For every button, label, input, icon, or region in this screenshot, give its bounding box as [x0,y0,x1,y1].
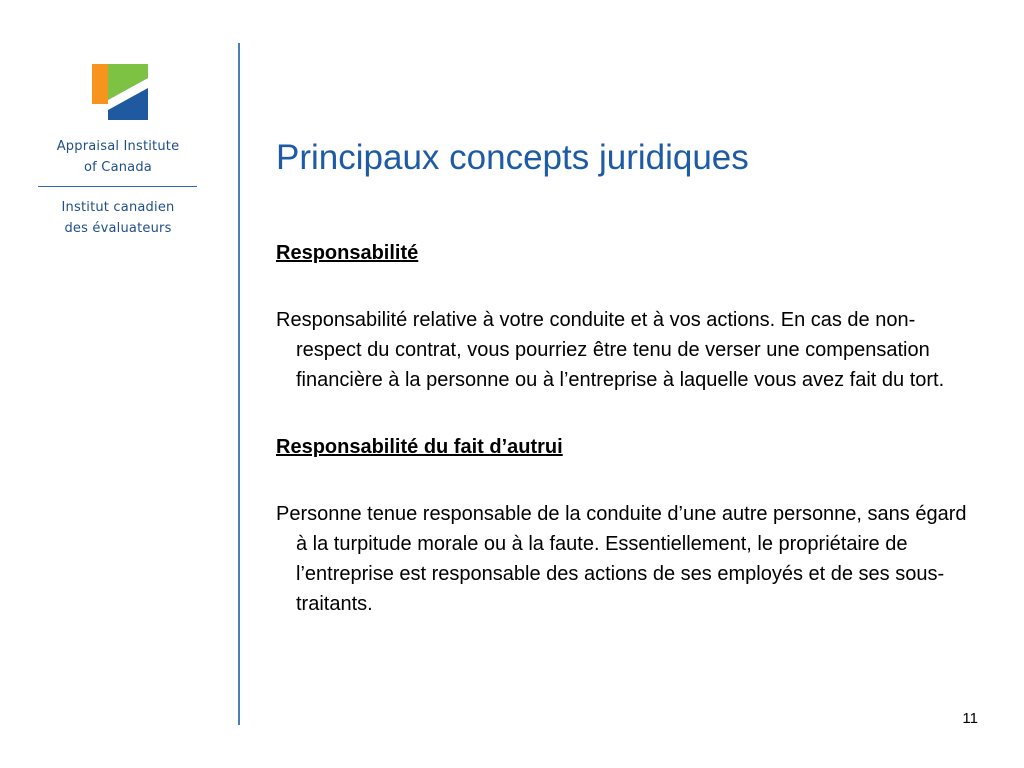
section-text-responsabilite-autrui: Personne tenue responsable de la conduite d’une autre personne, sans égard à la turpitude morale ou à la faute. Essentiellement, le propriétaire de l’entreprise est responsable des actions de ses employés et de ses sous-traitants. [276,503,967,615]
slide-content [276,238,976,619]
org-name-fr-line2: des évaluateurs [64,221,172,236]
section-heading-responsabilite: Responsabilité [276,242,419,264]
institute-logo-icon [92,64,148,120]
vertical-divider [238,43,240,725]
organization-name-english [38,136,198,178]
slide-title: Principaux concepts juridiques [276,138,749,177]
organization-name-french [38,197,198,239]
org-name-en-line2: of Canada [84,160,152,175]
logo-divider [38,186,197,187]
section-heading-responsabilite-autrui: Responsabilité du fait d’autrui [276,436,563,458]
org-name-fr-line1: Institut canadien [61,200,175,215]
page-number: 11 [962,710,978,727]
logo-orange-block [92,64,108,104]
org-name-en-line1: Appraisal Institute [56,139,180,154]
section-text-responsabilite: Responsabilité relative à votre conduite et à vos actions. En cas de non-respect du contrat, vous pourriez être tenu de verser une compensation financière à la personne ou à l’entreprise à laquelle vous avez fait du tort. [276,309,945,391]
